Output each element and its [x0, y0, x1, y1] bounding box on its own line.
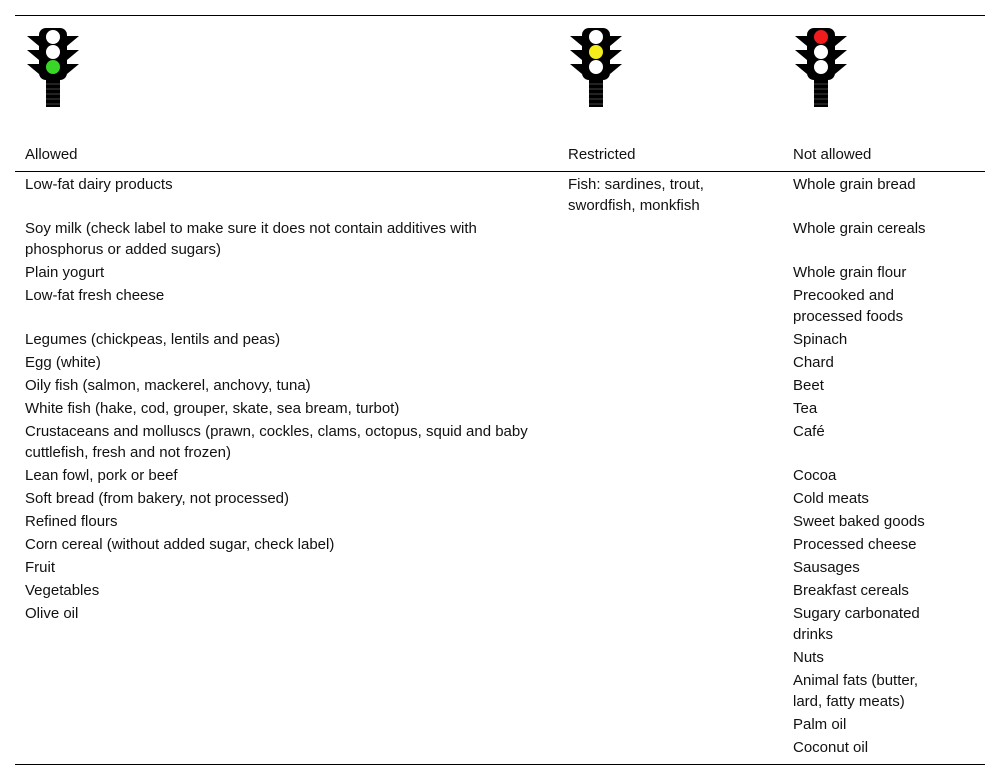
table-row — [15, 670, 985, 714]
traffic-light-red-icon — [793, 26, 849, 108]
allowed-cell: Low-fat dairy products — [25, 176, 173, 193]
table-row — [15, 714, 985, 737]
not-allowed-cell: Precooked and processed foods — [793, 287, 904, 325]
table-row — [15, 352, 985, 375]
restricted-cell — [558, 488, 783, 511]
restricted-cell — [558, 421, 783, 465]
allowed-cell: Egg (white) — [25, 354, 101, 371]
allowed-cell: White fish (hake, cod, grouper, skate, sea bream, turbot) — [25, 400, 400, 417]
restricted-cell — [558, 375, 783, 398]
not-allowed-cell: Breakfast cereals — [793, 582, 909, 599]
allowed-cell: Corn cereal (without added sugar, check label) — [25, 536, 335, 553]
allowed-cell: Fruit — [25, 559, 55, 576]
restricted-cell — [558, 647, 783, 670]
table-row — [15, 285, 985, 329]
restricted-cell — [558, 218, 783, 262]
restricted-header: Restricted — [558, 138, 783, 172]
not-allowed-cell: Whole grain bread — [793, 176, 916, 193]
not-allowed-cell: Chard — [793, 354, 834, 371]
table-row — [15, 580, 985, 603]
not-allowed-cell: Nuts — [793, 649, 824, 666]
restricted-cell — [558, 262, 783, 285]
allowed-cell — [15, 714, 558, 737]
table-body — [15, 172, 985, 761]
allowed-header: Allowed — [15, 138, 558, 172]
allowed-cell: Soft bread (from bakery, not processed) — [25, 490, 290, 507]
not-allowed-cell: Beet — [793, 377, 824, 394]
allowed-cell: Lean fowl, pork or beef — [25, 467, 178, 484]
restricted-cell — [558, 398, 783, 421]
not-allowed-cell: Sugary carbonated drinks — [793, 605, 920, 643]
restricted-cell — [558, 352, 783, 375]
restricted-cell — [558, 285, 783, 329]
restricted-cell — [558, 557, 783, 580]
restricted-cell — [558, 714, 783, 737]
allowed-cell: Legumes (chickpeas, lentils and peas) — [25, 331, 281, 348]
restricted-cell — [558, 511, 783, 534]
not-allowed-cell: Coconut oil — [793, 739, 869, 756]
allowed-cell — [15, 647, 558, 670]
restricted-cell — [558, 534, 783, 557]
table-row — [15, 465, 985, 488]
restricted-cell — [558, 465, 783, 488]
restricted-cell — [558, 580, 783, 603]
table-row — [15, 262, 985, 285]
traffic-light-yellow-icon — [568, 26, 624, 108]
allowed-cell: Vegetables — [25, 582, 100, 599]
not-allowed-cell: Sausages — [793, 559, 860, 576]
restricted-cell: Fish: sardines, trout, swordfish, monkfish — [568, 176, 704, 214]
not-allowed-cell: Cold meats — [793, 490, 869, 507]
allowed-cell — [15, 670, 558, 714]
table-row — [15, 398, 985, 421]
allowed-cell — [15, 737, 558, 760]
restricted-cell — [558, 670, 783, 714]
allowed-cell: Oily fish (salmon, mackerel, anchovy, tuna) — [25, 377, 311, 394]
not-allowed-icon-cell — [783, 16, 985, 138]
restricted-cell — [558, 603, 783, 647]
traffic-light-green-icon — [25, 26, 81, 108]
not-allowed-cell: Whole grain flour — [793, 264, 907, 281]
food-table — [15, 16, 985, 760]
not-allowed-header: Not allowed — [783, 138, 985, 172]
allowed-cell: Plain yogurt — [25, 264, 105, 281]
table-row — [15, 603, 985, 647]
restricted-cell — [558, 737, 783, 760]
not-allowed-cell: Whole grain cereals — [793, 220, 926, 237]
header-row — [15, 138, 985, 172]
table-row — [15, 534, 985, 557]
table-row — [15, 511, 985, 534]
not-allowed-cell: Spinach — [793, 331, 848, 348]
allowed-cell: Olive oil — [25, 605, 79, 622]
table-row — [15, 172, 985, 219]
table-row — [15, 329, 985, 352]
not-allowed-cell: Sweet baked goods — [793, 513, 925, 530]
table-row — [15, 737, 985, 760]
not-allowed-cell: Tea — [793, 400, 818, 417]
not-allowed-cell: Animal fats (butter, lard, fatty meats) — [793, 672, 919, 710]
allowed-icon-cell — [15, 16, 558, 138]
icon-row — [15, 16, 985, 138]
allowed-cell: Low-fat fresh cheese — [25, 287, 165, 304]
table-row — [15, 375, 985, 398]
table-row — [15, 421, 985, 465]
allowed-cell: Refined flours — [25, 513, 118, 530]
not-allowed-cell: Café — [793, 423, 825, 440]
restricted-icon-cell — [558, 16, 783, 138]
not-allowed-cell: Processed cheese — [793, 536, 917, 553]
allowed-cell: Crustaceans and molluscs (prawn, cockles, clams, octopus, squid and baby cuttlefish, fresh and not frozen) — [25, 423, 528, 461]
table-row — [15, 218, 985, 262]
table-row — [15, 557, 985, 580]
restricted-cell — [558, 329, 783, 352]
table-row — [15, 488, 985, 511]
allowed-cell: Soy milk (check label to make sure it does not contain additives with phosphorus or added sugars) — [25, 220, 477, 258]
not-allowed-cell: Palm oil — [793, 716, 847, 733]
not-allowed-cell: Cocoa — [793, 467, 837, 484]
food-traffic-light-table — [15, 15, 985, 765]
table-row — [15, 647, 985, 670]
